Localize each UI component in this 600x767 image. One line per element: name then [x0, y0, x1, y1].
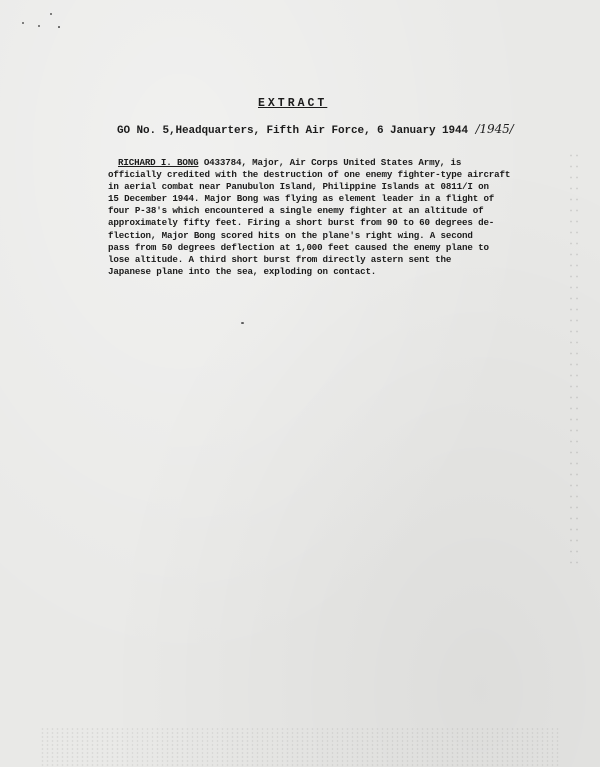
- scan-bottom-noise: [40, 727, 560, 767]
- paragraph-line: approximately fifty feet. Firing a short burst from 90 to 60 degrees de-: [108, 217, 495, 229]
- order-year-correction: /1945/: [475, 122, 514, 136]
- paragraph-line: [108, 157, 538, 169]
- scan-speck: [38, 25, 40, 27]
- citation-paragraph: [108, 157, 538, 278]
- scan-speck: [58, 26, 60, 28]
- paragraph-line-text: O433784, Major, Air Corps United States Army, is: [198, 157, 462, 168]
- document-heading: EXTRACT: [258, 97, 328, 110]
- paragraph-line: Japanese plane into the sea, exploding on contact.: [108, 265, 377, 277]
- paragraph-line: four P-38's which encountered a single enemy fighter at an altitude of: [108, 205, 484, 217]
- scan-speck: [241, 322, 244, 324]
- scan-speck: [50, 13, 52, 15]
- paragraph-line: flection, Major Bong scored hits on the plane's right wing. A second: [108, 229, 473, 241]
- order-line: [117, 122, 514, 137]
- scan-edge-noise: [568, 150, 582, 570]
- paragraph-line: officially credited with the destruction of one enemy fighter-type aircraft: [108, 169, 511, 181]
- scan-speck: [22, 22, 24, 24]
- paragraph-line: in aerial combat near Panubulon Island, Philippine Islands at 0811/I on: [108, 181, 489, 193]
- paragraph-line: pass from 50 degrees deflection at 1,000 feet caused the enemy plane to: [108, 241, 489, 253]
- order-line-text: GO No. 5,Headquarters, Fifth Air Force, 6 January 1944: [117, 125, 469, 137]
- paragraph-line: 15 December 1944. Major Bong was flying as element leader in a flight of: [108, 193, 495, 205]
- paragraph-line: lose altitude. A third short burst from directly astern sent the: [108, 253, 452, 265]
- officer-name: RICHARD I. BONG: [118, 157, 199, 168]
